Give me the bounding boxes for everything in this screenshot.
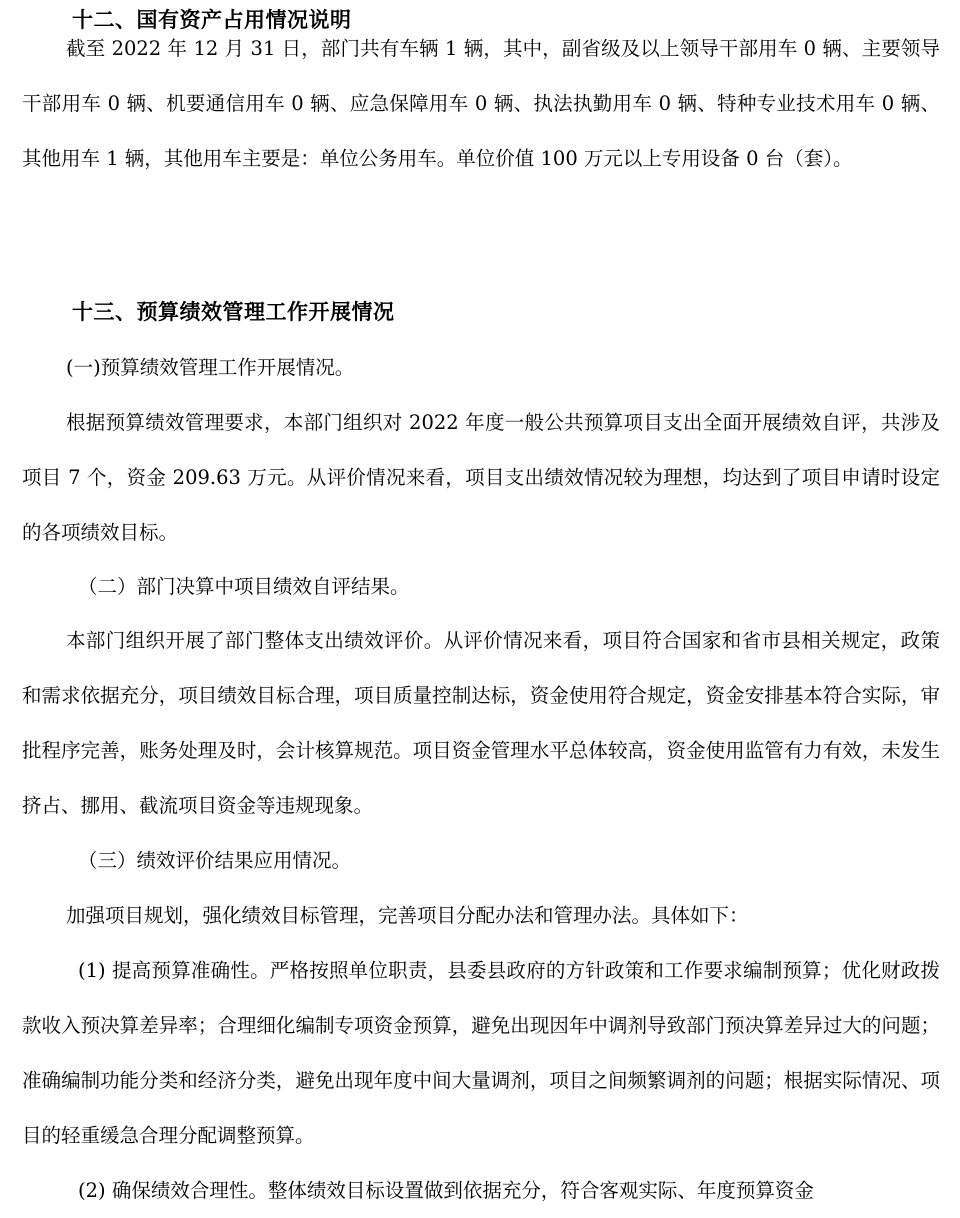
subsection-2-paragraph: 本部门组织开展了部门整体支出绩效评价。从评价情况来看，项目符合国家和省市县相关规定，政策和需求依据充分，项目绩效目标合理，项目质量控制达标，资金使用符合规定，资金安排基本符合实际，审批程序完善，账务处理及时，会计核算规范。项目资金管理水平总体较高，资金使用监管有力有效，未发生挤占、挪用、截流项目资金等违规现象。	[22, 629, 940, 817]
section-13-heading: 十三、预算绩效管理工作开展情况	[72, 300, 395, 324]
subsection-1-paragraph: 根据预算绩效管理要求，本部门组织对 2022 年度一般公共预算项目支出全面开展绩效自评，共涉及项目 7 个，资金 209.63 万元。从评价情况来看，项目支出绩效情况较为理想，均达到了项目申请时设定的各项绩效目标。	[22, 411, 940, 544]
section-12-paragraph: 截至 2022 年 12 月 31 日，部门共有车辆 1 辆，其中，副省级及以上领导干部用车 0 辆、主要领导干部用车 0 辆、机要通信用车 0 辆、应急保障用车 0 辆、执法执勤用车 0 辆、特种专业技术用车 0 辆、其他用车 1 辆，其他用车主要是：单位公务用车。单位价值 100 万元以上专用设备 0 台（套）。	[22, 37, 940, 170]
subsection-1-title: (一)预算绩效管理工作开展情况。	[66, 356, 355, 379]
section-12-heading: 十二、国有资产占用情况说明	[72, 8, 352, 32]
subsection-2-title: （二）部门决算中项目绩效自评结果。	[78, 575, 410, 598]
list-item-2: (2) 确保绩效合理性。整体绩效目标设置做到依据充分，符合客观实际、年度预算资金	[78, 1179, 814, 1202]
subsection-3-paragraph: 加强项目规划，强化绩效目标管理，完善项目分配办法和管理办法。具体如下：	[66, 904, 749, 927]
subsection-3-title: （三）绩效评价结果应用情况。	[78, 849, 352, 872]
list-item-1: (1) 提高预算准确性。严格按照单位职责，县委县政府的方针政策和工作要求编制预算；优化财政拨款收入预决算差异率；合理细化编制专项资金预算，避免出现因年中调剂导致部门预决算差异过大的问题；准确编制功能分类和经济分类，避免出现年度中间大量调剂，项目之间频繁调剂的问题；根据实际情况、项目的轻重缓急合理分配调整预算。	[22, 959, 940, 1147]
